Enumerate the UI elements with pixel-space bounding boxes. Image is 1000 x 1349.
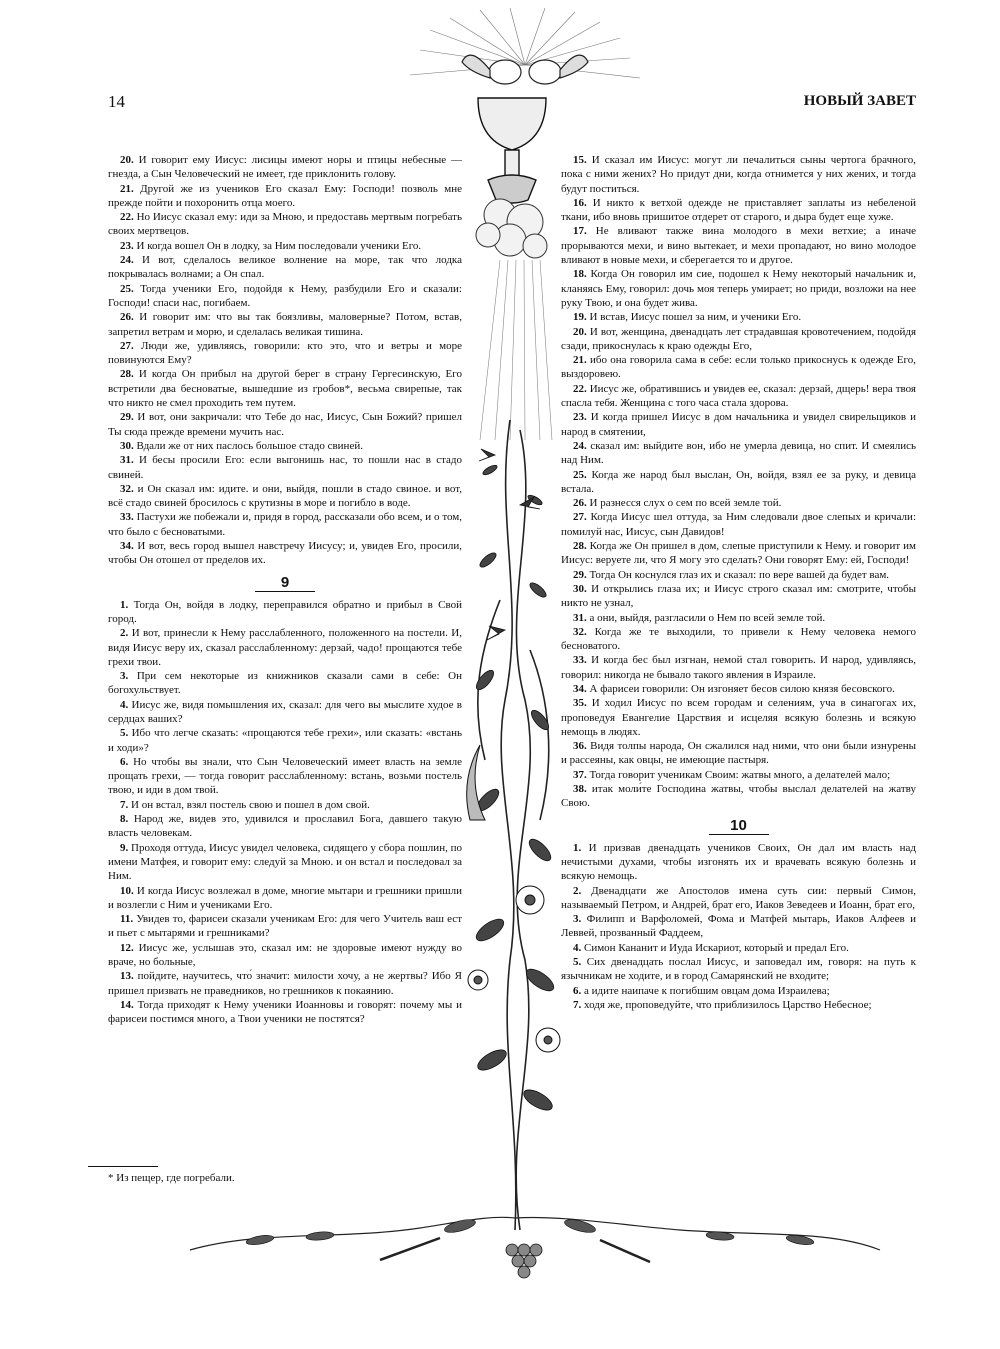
verse-text: Ибо что легче сказать: «прощаются тебе грехи», или сказать: «встань и ходи»? — [108, 727, 462, 754]
verse-number: 7. — [573, 998, 582, 1011]
verse — [108, 210, 462, 239]
verse-number: 30. — [573, 582, 587, 595]
verse — [108, 726, 462, 755]
right-text-column — [561, 153, 916, 1012]
verse-number: 32. — [120, 482, 134, 495]
chapter-heading — [561, 818, 916, 835]
verse-text: И говорит ему Иисус: лисицы имеют норы и птицы небесные — гнезда, а Сын Человеческий не имеет, где приклонить голову. — [108, 154, 462, 181]
verse — [561, 439, 916, 468]
verse — [561, 496, 916, 510]
verse — [108, 453, 462, 482]
verse-text: И вот, весь город вышел навстречу Иисусу; и, увидев Его, просили, чтобы Он отошел от пределов их. — [108, 540, 463, 567]
verse-number: 25. — [573, 468, 587, 481]
verse — [108, 253, 462, 282]
verse-text: Тогда ученики Его, подойдя к Нему, разбудили Его и сказали: Господи! спаси нас, погибаем. — [108, 282, 462, 309]
verse-number: 14. — [120, 998, 134, 1011]
verse-number: 24. — [573, 439, 587, 452]
footnote-rule — [88, 1166, 158, 1167]
verse-number: 29. — [573, 568, 587, 581]
verse-number: 13. — [120, 970, 134, 983]
verse — [108, 510, 462, 539]
verse-text: Но чтобы вы знали, что Сын Человеческий имеет власть на земле прощать грехи, — тогда говорит расслабленному: встань, возьми постель твою, и иди в дом твой. — [108, 755, 462, 797]
verse-text: сказал им: выйдите вон, ибо не умерла девица, но спит. И смеялись над Ним. — [561, 439, 917, 467]
verse-text: А фарисеи говорили: Он изгоняет бесов силою князя бесовского. — [589, 682, 895, 695]
leaves-decoration — [473, 463, 557, 1114]
verse-number: 3. — [120, 670, 129, 683]
verse-number: 12. — [120, 941, 134, 954]
verse-number: 18. — [573, 268, 587, 281]
bottom-leaves-decoration — [246, 1217, 815, 1246]
verse — [108, 439, 462, 453]
verse — [561, 310, 916, 324]
verse — [561, 912, 916, 941]
verse-number: 22. — [573, 382, 587, 395]
verse — [108, 998, 462, 1027]
verse-number: 27. — [573, 511, 587, 524]
running-header-title: НОВЫЙ ЗАВЕТ — [803, 93, 916, 109]
verse-number: 2. — [573, 884, 582, 897]
verse — [561, 267, 916, 310]
verse-number: 26. — [573, 497, 587, 510]
verse — [561, 841, 916, 884]
verse-number: 1. — [120, 598, 129, 611]
verse-number: 20. — [120, 154, 134, 166]
verse-text: И встав, Иисус пошел за ним, и ученики Его. — [589, 311, 802, 324]
verse-number: 33. — [573, 654, 587, 667]
verse-number: 28. — [120, 368, 134, 381]
verse-number: 32. — [573, 625, 587, 638]
verse-number: 4. — [573, 941, 582, 954]
verse-number: 38. — [573, 783, 587, 796]
verse-number: 4. — [120, 698, 129, 711]
verse-text: Двенадцати же Апостолов имена суть сии: первый Симон, называемый Петром, и Андрей, брат его, Иаков Зеведеев и Иоанн, брат его, — [561, 884, 917, 911]
verse — [108, 755, 462, 798]
verse-text: и Он сказал им: идите. и они, выйдя, пошли в стадо свиное. и вот, всё стадо свиней бросилось с крутизны в море и погибло в воде. — [108, 482, 462, 510]
verse-number: 31. — [120, 454, 134, 467]
verse-text: И когда бес был изгнан, немой стал говорить. И народ, удивляясь, говорил: никогда не бывало такого явления в Израиле. — [561, 654, 916, 681]
verse — [561, 682, 916, 696]
verse — [561, 955, 916, 984]
left-text-column — [108, 153, 462, 1027]
verse-number: 7. — [120, 798, 129, 811]
verse-number: 24. — [120, 254, 134, 267]
verse-text: И вот, женщина, двенадцать лет страдавшая кровотечением, подойдя сзади, прикоснулась к краю одежды Его, — [561, 325, 917, 352]
verse-number: 15. — [573, 154, 587, 166]
verse-text: Иисус же, обратившись и увидев ее, сказал: дерзай, дщерь! вера твоя спасла тебя. Женщина с того часа стала здорова. — [561, 382, 916, 410]
clouds-decoration — [476, 199, 547, 258]
verse-number: 33. — [120, 511, 134, 524]
verse — [561, 196, 916, 225]
verse-text: Симон Кананит и Иуда Искариот, который и предал Его. — [584, 941, 849, 954]
verse — [108, 698, 462, 727]
verse-number: 23. — [120, 239, 134, 252]
verse-text: Иисус же, услышав это, сказал им: не здоровые имеют нужду во враче, но больные, — [108, 941, 462, 969]
verse — [108, 912, 462, 941]
verse-number: 21. — [120, 182, 134, 195]
verse — [561, 468, 916, 497]
verse-number: 34. — [120, 540, 134, 553]
verse-text: Увидев то, фарисеи сказали ученикам Его: для чего Учитель ваш ест и пьет с мытарями и грешниками? — [108, 913, 462, 940]
verse — [561, 153, 916, 196]
verse — [108, 798, 462, 812]
verse-text: Другой же из учеников Его сказал Ему: Господи! позволь мне прежде пойти и похоронить отца моего. — [108, 182, 463, 209]
verse-number: 22. — [120, 211, 134, 224]
verse-text: итак моли́те Господина жатвы, чтобы выслал делателей на жатву Свою. — [561, 783, 917, 810]
verse — [561, 224, 916, 267]
verse-text: И открылись глаза их; и Иисус строго сказал им: смотрите, чтобы никто не узнал, — [561, 582, 916, 610]
verse — [108, 367, 462, 410]
verse-text: а они, выйдя, разгласили о Нем по всей земле той. — [589, 611, 826, 624]
verse — [561, 768, 916, 782]
verse-number: 6. — [120, 755, 129, 768]
verse — [108, 539, 462, 568]
verse-number: 3. — [573, 913, 582, 926]
chapter-heading — [108, 575, 462, 592]
cherubs-decoration — [462, 55, 588, 84]
verse — [108, 153, 462, 182]
verse-text: Когда Иисус шел оттуда, за Ним следовали двое слепых и кричали: помилуй нас, Иисус, сын Давидов! — [561, 511, 916, 538]
verse-text: Когда Он говорил им сие, подошел к Нему некоторый начальник и, кланяясь Ему, говорил: дочь моя теперь умирает; но приди, возложи на нее руку Твою, и она будет жива. — [561, 268, 917, 309]
verse — [108, 669, 462, 698]
verse-text: И ходил Иисус по всем городам и селениям, уча в синагогах их, проповедуя Евангелие Царствия и исцеляя всякую болезнь и всякую немощь в людях. — [561, 697, 917, 738]
verse-number: 19. — [573, 311, 587, 324]
verse-number: 10. — [120, 884, 134, 897]
verse-text: Филипп и Варфоломей, Фома и Матфей мытарь, Иаков Алфеев и Леввей, прозванный Фаддеем, — [561, 913, 917, 940]
verse — [108, 941, 462, 970]
chapter-number: 10 — [709, 818, 769, 835]
verse — [108, 182, 462, 211]
verse-text: И когда Иисус возлежал в доме, многие мытари и грешники пришли и возлегли с Ним и учениками Его. — [108, 884, 462, 911]
verse-text: Тогда приходят к Нему ученики Иоанновы и говорят: почему мы и фарисеи постимся много, а Твои ученики не постятся? — [108, 998, 462, 1026]
verse-text: И вот, принесли к Нему расслабленного, положенного на постели. И, видя Иисус веру их, сказал расслабленному: дерзай, чадо! прощаются тебе грехи твои. — [108, 627, 462, 668]
verse-number: 29. — [120, 411, 134, 424]
verse-number: 16. — [573, 196, 587, 209]
verse-number: 26. — [120, 311, 134, 324]
verse-text: Когда же те выходили, то привели к Нему человека немого бесноватого. — [561, 625, 916, 653]
verse — [108, 812, 462, 841]
verse-number: 20. — [573, 325, 587, 338]
verse-number: 1. — [573, 841, 582, 854]
verse-number: 5. — [573, 956, 582, 969]
verse — [561, 782, 916, 811]
verse-text: Тогда Он коснулся глаз их и сказал: по вере вашей да будет вам. — [589, 568, 890, 581]
verse-text: И он встал, взял постель свою и пошел в дом свой. — [131, 798, 370, 811]
verse-text: пойдите, научитесь, что́ значит: милости хочу, а не жертвы? Ибо Я пришел призвать не праведников, но грешников к покаянию. — [108, 970, 463, 997]
verse-text: И сказал им Иисус: могут ли печалиться сыны чертога брачного, пока с ними жених? Но придут дни, когда отнимется у них жених, и тогда будут поститься. — [561, 154, 917, 195]
verse — [561, 611, 916, 625]
verse-number: 31. — [573, 611, 587, 624]
verse-number: 21. — [573, 354, 587, 367]
verse-text: И вот, сделалось великое волнение на море, так что лодка покрывалась волнами; а Он спал. — [108, 254, 462, 281]
verse-number: 28. — [573, 540, 587, 553]
verse — [108, 841, 462, 884]
verse — [108, 626, 462, 669]
verse-number: 27. — [120, 339, 134, 352]
verse — [108, 310, 462, 339]
verse-text: Не вливают также вина молодого в мехи ветхие; а иначе прорываются мехи, и вино вытекает, и мехи пропадают, но вино молодое вливают в новые мехи, и сберегается то и другое. — [561, 225, 916, 267]
verse-number: 34. — [573, 682, 587, 695]
vine-stems-decoration — [478, 420, 549, 1230]
verse-text: Видя толпы народа, Он сжалился над ними, что они были изнурены и рассеяны, как овцы, не имеющие пастыря. — [561, 740, 916, 767]
verse — [561, 739, 916, 768]
verse-text: ходя же, проповедуйте, что приблизилось Царство Небесное; — [584, 998, 872, 1011]
verse-text: И бесы просили Его: если выгонишь нас, то пошли нас в стадо свиней. — [108, 454, 462, 481]
verse-text: Когда же народ был выслан, Он, войдя, взял ее за руку, и девица встала. — [561, 468, 916, 495]
verse-text: Когда же Он пришел в дом, слепые приступили к Нему. и говорит им Иисус: веруете ли, что Я могу это сделать? Они говорят Ему: ей, Господи! — [561, 540, 916, 567]
falling-rays-decoration — [480, 260, 552, 440]
verse — [108, 239, 462, 253]
verse — [108, 598, 462, 627]
verse — [561, 884, 916, 913]
page-number: 14 — [108, 92, 125, 111]
verse-text: И вот, они закричали: что Тебе до нас, Иисус, Сын Божий? пришел Ты сюда прежде времени мучить нас. — [108, 411, 463, 438]
light-rays-decoration — [410, 8, 640, 78]
verse-number: 8. — [120, 813, 129, 826]
verse — [108, 482, 462, 511]
verse — [108, 339, 462, 368]
verse — [561, 410, 916, 439]
verse-text: Иисус же, видя помышления их, сказал: для чего вы мыслите худое в сердцах ваших? — [108, 698, 463, 725]
verse — [108, 410, 462, 439]
verse — [561, 625, 916, 654]
verse — [561, 582, 916, 611]
verse — [561, 653, 916, 682]
verse-number: 6. — [573, 984, 582, 997]
verse-text: Вдали же от них паслось большое стадо свиней. — [136, 439, 363, 452]
verse — [561, 539, 916, 568]
verse-text: При сем некоторые из книжников сказали сами в себе: Он богохульствует. — [108, 670, 463, 697]
verse-text: Люди же, удивляясь, говорили: кто это, что и ветры и море повинуются Ему? — [108, 339, 462, 367]
verse-text: Но Иисус сказал ему: иди за Мною, и предоставь мертвым погребать своих мертвецов. — [108, 211, 463, 238]
verse — [108, 969, 462, 998]
verse — [561, 353, 916, 382]
verse-number: 11. — [120, 913, 134, 926]
verse-text: Народ же, видев это, удивился и прославил Бога, давшего такую власть человекам. — [108, 813, 462, 840]
verse — [561, 941, 916, 955]
verse — [108, 282, 462, 311]
verse-text: И никто к ветхой одежде не приставляет заплаты из небеленой ткани, ибо вновь пришитое отдерет от старого, и дыра будет еще хуже. — [561, 196, 916, 224]
verse — [561, 325, 916, 354]
verse-number: 25. — [120, 282, 134, 295]
chalice-decoration — [478, 98, 546, 203]
verse-number: 23. — [573, 411, 587, 424]
verse-text: И когда пришел Иисус в дом начальника и увидел свирельщиков и народ в смятении, — [561, 411, 917, 438]
verse-number: 37. — [573, 768, 587, 781]
verse-text: Тогда Он, войдя в лодку, переправился обратно и прибыл в Свой город. — [108, 598, 463, 625]
verse-text: И говорит им: что вы так боязливы, маловерные? Потом, встав, запретил ветрам и морю, и сделалась великая тишина. — [108, 311, 463, 338]
birds-decoration — [479, 449, 540, 640]
verse-number: 30. — [120, 439, 134, 452]
verse-number: 36. — [573, 740, 587, 753]
verse-text: ибо она говорила сама в себе: если только прикоснусь к одежде Его, выздоровею. — [561, 354, 917, 381]
verse — [561, 984, 916, 998]
verse-text: И когда вошел Он в лодку, за Ним последовали ученики Его. — [136, 239, 422, 252]
verse — [561, 510, 916, 539]
verse-number: 9. — [120, 841, 129, 854]
verse-number: 5. — [120, 727, 129, 740]
verse-text: Проходя оттуда, Иисус увидел человека, сидящего у сбора пошлин, по имени Матфея, и говорит ему: следуй за Мною. и он встал и последовал за Ним. — [108, 841, 462, 883]
verse-text: а идите наипаче к погибшим овцам дома Израилева; — [584, 984, 830, 997]
verse-text: Тогда говорит ученикам Своим: жатвы много, а делателей мало; — [589, 768, 891, 781]
verse — [561, 696, 916, 739]
verse-text: Пастухи же побежали и, придя в город, рассказали обо всем, и о том, что было с бесноватыми. — [108, 511, 462, 538]
verse-number: 35. — [573, 697, 587, 710]
footnote: * Из пещер, где погребали. — [108, 1172, 235, 1184]
chapter-number: 9 — [255, 575, 315, 592]
grapes-decoration — [506, 1244, 542, 1278]
verse-number: 17. — [573, 225, 587, 238]
verse-text: И когда Он прибыл на другой берег в страну Гергесинскую, Его встретили два бесноватые, вышедшие из гробов*, весьма свирепые, так что никто не смел проходить тем путем. — [108, 368, 463, 410]
verse — [561, 998, 916, 1012]
verse — [108, 884, 462, 913]
verse-number: 2. — [120, 627, 129, 640]
verse-text: Сих двенадцать послал Иисус, и заповедал им, говоря: на путь к язычникам не ходите, и в город Самарянский не входите; — [561, 956, 917, 983]
verse-text: И призвав двенадцать учеников Своих, Он дал им власть над нечистыми духами, чтобы изгонять их и врачевать всякую болезнь и всякую немощь. — [561, 841, 916, 883]
verse — [561, 568, 916, 582]
verse — [561, 382, 916, 411]
verse-text: И разнесся слух о сем по всей земле той. — [589, 497, 782, 510]
